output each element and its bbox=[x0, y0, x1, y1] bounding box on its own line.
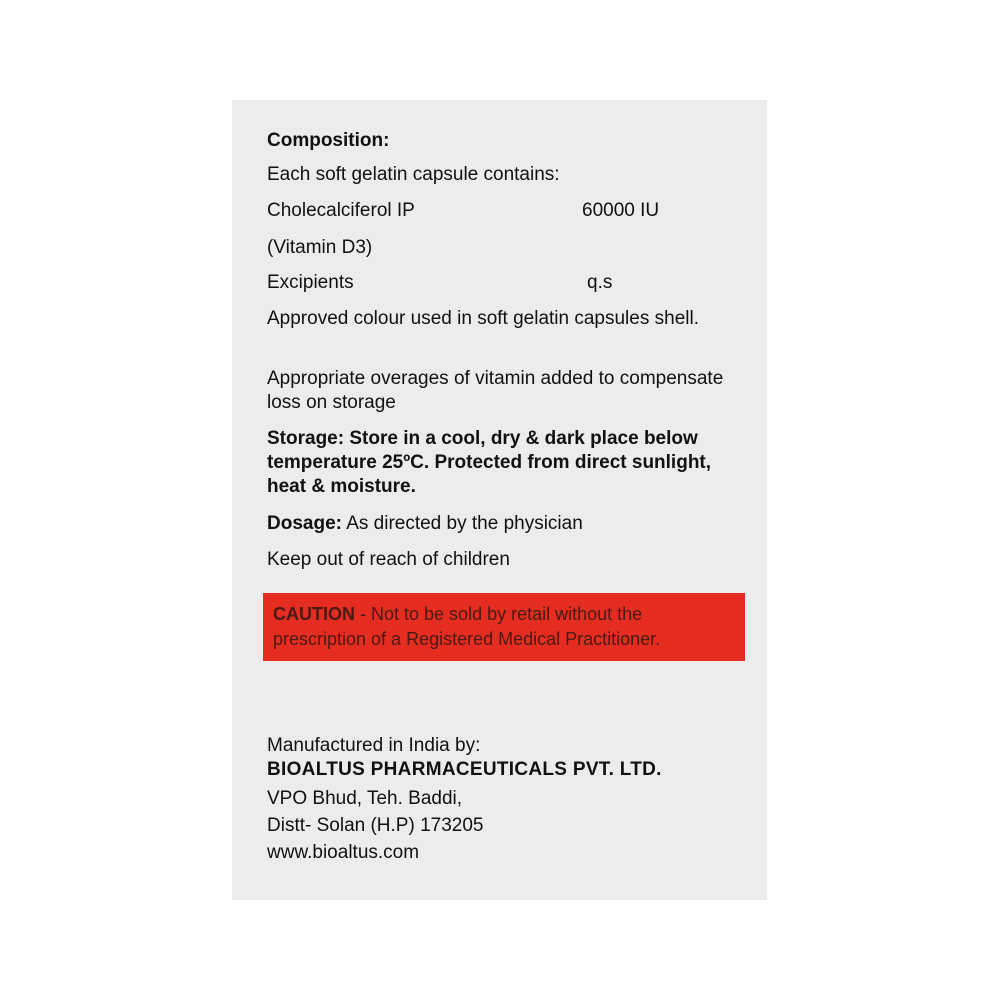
dosage-text: As directed by the physician bbox=[346, 513, 583, 534]
composition-intro: Each soft gelatin capsule contains: bbox=[267, 164, 560, 185]
ingredient-quantity-cholecalciferol: 60000 IU bbox=[582, 200, 660, 221]
manufacturer-address-line-1: VPO Bhud, Teh. Baddi, bbox=[267, 788, 463, 809]
medicine-label-card bbox=[232, 100, 767, 900]
dosage-line bbox=[267, 512, 583, 536]
ingredient-name-excipients: Excipients bbox=[267, 272, 354, 293]
manufacturer-company: BIOALTUS PHARMACEUTICALS PVT. LTD. bbox=[267, 759, 662, 780]
colour-note: Approved colour used in soft gelatin capsules shell. bbox=[267, 308, 699, 329]
manufacturer-heading: Manufactured in India by: bbox=[267, 735, 481, 756]
manufacturer-website: www.bioaltus.com bbox=[267, 842, 420, 863]
caution-text: - Not to be sold by retail without the prescription of a Registered Medical Practitioner. bbox=[273, 604, 661, 649]
manufacturer-address-line-2: Distt- Solan (H.P) 173205 bbox=[267, 815, 484, 836]
overage-note: Appropriate overages of vitamin added to compensate loss on storage bbox=[267, 368, 724, 413]
ingredient-quantity-excipients: q.s bbox=[587, 272, 613, 293]
ingredient-name-cholecalciferol: Cholecalciferol IP bbox=[267, 200, 415, 221]
composition-title: Composition: bbox=[267, 130, 390, 151]
caution-label: CAUTION bbox=[273, 604, 355, 624]
children-warning: Keep out of reach of children bbox=[267, 549, 510, 570]
storage-instructions: Storage: Store in a cool, dry & dark place below temperature 25ºC. Protected from direct sunlight, heat & moisture. bbox=[267, 428, 712, 497]
ingredient-note-vitamin-d3: (Vitamin D3) bbox=[267, 237, 373, 258]
dosage-label: Dosage: bbox=[267, 513, 342, 534]
caution-box bbox=[263, 593, 745, 661]
